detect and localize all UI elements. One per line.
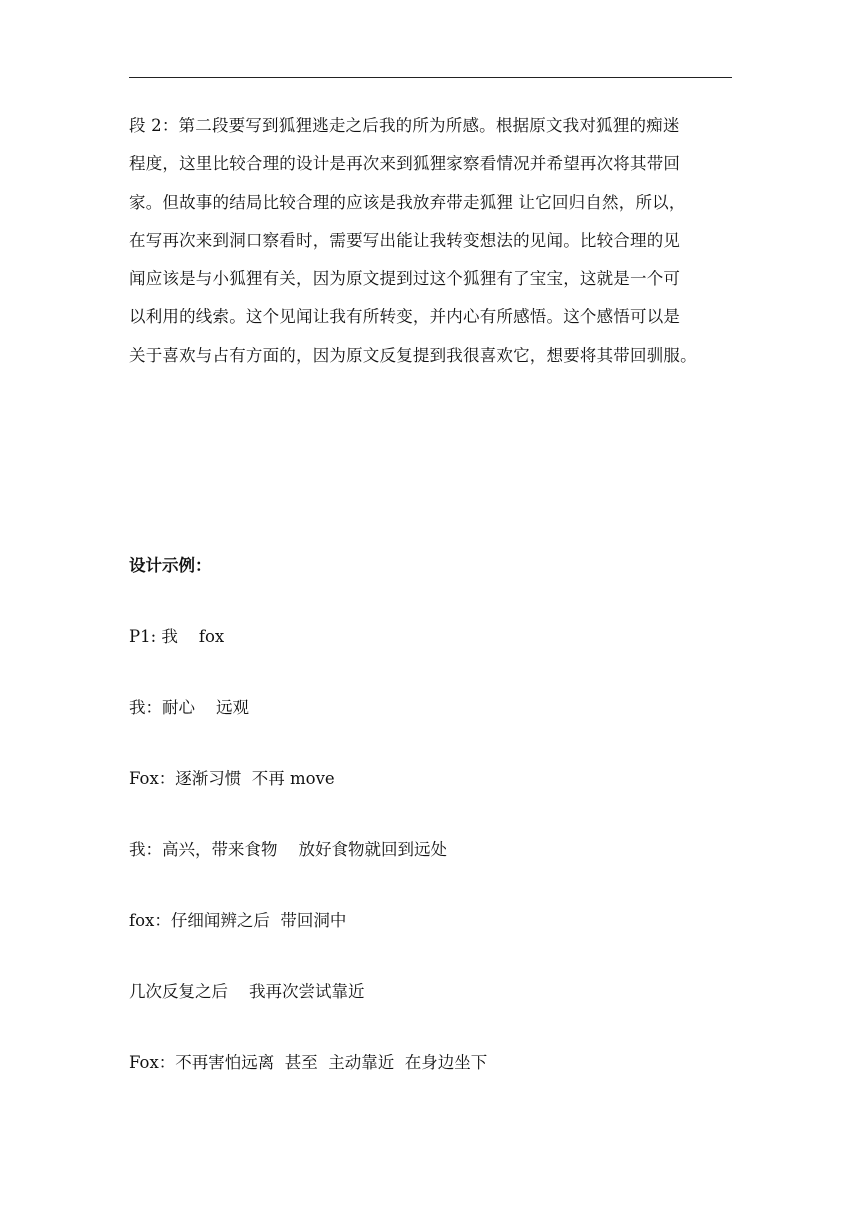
- paragraph-line: 在写再次来到洞口察看时，需要写出能让我转变想法的见闻。比较合理的见: [129, 230, 681, 250]
- section-title: 设计示例：: [129, 556, 212, 575]
- example-line: Fox：不再害怕远离 甚至 主动靠近 在身边坐下: [129, 1053, 488, 1072]
- paragraph-line: 段 2：第二段要写到狐狸逃走之后我的所为所感。根据原文我对狐狸的痴迷: [129, 116, 680, 135]
- header-rule: [129, 77, 732, 78]
- example-line: 我：高兴，带来食物 放好食物就回到远处: [129, 840, 447, 859]
- paragraph-line: 关于喜欢与占有方面的，因为原文反复提到我很喜欢它，想要将其带回驯服。: [129, 345, 697, 365]
- example-line: Fox：逐渐习惯 不再 move: [129, 769, 335, 788]
- example-line: fox：仔细闻辨之后 带回洞中: [129, 911, 347, 930]
- paragraph-line: 以利用的线索。这个见闻让我有所转变，并内心有所感悟。这个感悟可以是: [129, 307, 681, 327]
- example-line: 我：耐心 远观: [129, 698, 249, 717]
- paragraph-line: 程度，这里比较合理的设计是再次来到狐狸家察看情况并希望再次将其带回: [129, 154, 681, 174]
- paragraph-line: 闻应该是与小狐狸有关，因为原文提到过这个狐狸有了宝宝，这就是一个可: [129, 269, 681, 289]
- example-line: P1: 我 fox: [129, 627, 225, 646]
- example-line: 几次反复之后 我再次尝试靠近: [129, 982, 365, 1001]
- paragraph-line: 家。但故事的结局比较合理的应该是我放弃带走狐狸 让它回归自然，所以，: [129, 192, 686, 212]
- paragraph-2: [129, 107, 735, 375]
